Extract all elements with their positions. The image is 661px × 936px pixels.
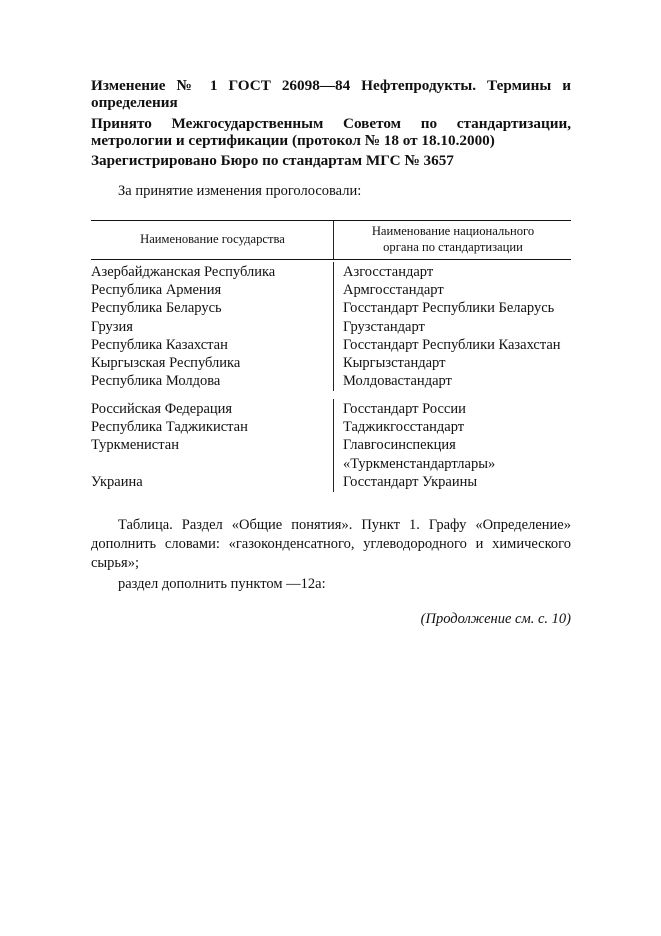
organ-column-group1 [343, 263, 573, 390]
organ-cell: Главгосинспекция «Туркменстандартлары» [343, 437, 496, 472]
column-divider-group1 [333, 262, 334, 391]
organ-cell: Госстандарт Украины [343, 473, 478, 490]
header-divider [333, 221, 334, 259]
voted-intro: За принятие изменения проголосовали: [118, 183, 362, 199]
organ-cell: Армгосстандарт [343, 282, 444, 299]
state-cell: Азербайджанская Республика [91, 264, 276, 280]
continuation-note: (Продолжение см. с. 10) [420, 611, 571, 627]
organ-cell: Госстандарт Республики Казахстан [343, 336, 561, 353]
col-header-state: Наименование государства [140, 232, 285, 246]
col-header-organ [335, 223, 571, 255]
state-cell: Грузия [91, 318, 133, 335]
amendment-paragraph: Таблица. Раздел «Общие понятия». Пункт 1. Графу «Определение» дополнить словами: «газоконденсатного, углеводородного и химического сырья»; [91, 517, 571, 571]
adoption-note: Принято Межгосударственным Советом по стандартизации, метрологии и сертификации (протокол № 18 от 18.10.2000) [91, 115, 571, 149]
registration-note: Зарегистрировано Бюро по стандартам МГС № 3657 [91, 152, 454, 169]
col-header-organ-line1: Наименование национального [371, 224, 535, 238]
table-top-rule [91, 220, 571, 221]
state-cell: Республика Таджикистан [91, 419, 248, 436]
state-cell: Республика Казахстан [91, 336, 228, 353]
state-cell: Кыргызская Республика [91, 355, 241, 372]
col-header-organ-line2: органа по стандартизации [383, 240, 523, 254]
organ-cell: Госстандарт Республики Беларусь [343, 300, 555, 317]
organ-cell: Молдовастандарт [343, 373, 452, 390]
state-column-group2 [91, 400, 331, 491]
state-cell: Республика Молдова [91, 373, 221, 390]
organ-column-group2 [343, 400, 573, 491]
amendment-title: Изменение № 1 ГОСТ 26098—84 Нефтепродукты. Термины и определения [91, 77, 571, 111]
state-cell: Республика Армения [91, 282, 222, 299]
header-bottom-rule [91, 259, 571, 260]
organ-cell: Азгосстандарт [343, 264, 434, 280]
organ-cell: Кыргызстандарт [343, 355, 446, 372]
state-cell: Украина [91, 473, 143, 490]
state-cell: Республика Беларусь [91, 300, 222, 317]
column-divider-group2 [333, 399, 334, 492]
organ-cell: Грузстандарт [343, 318, 425, 335]
state-column-group1 [91, 263, 331, 390]
state-cell: Туркменистан [91, 437, 179, 454]
add-point-line: раздел дополнить пунктом —12а: [118, 576, 326, 592]
state-cell: Российская Федерация [91, 401, 233, 417]
organ-cell: Госстандарт России [343, 401, 466, 417]
organ-cell: Таджикгосстандарт [343, 419, 465, 436]
